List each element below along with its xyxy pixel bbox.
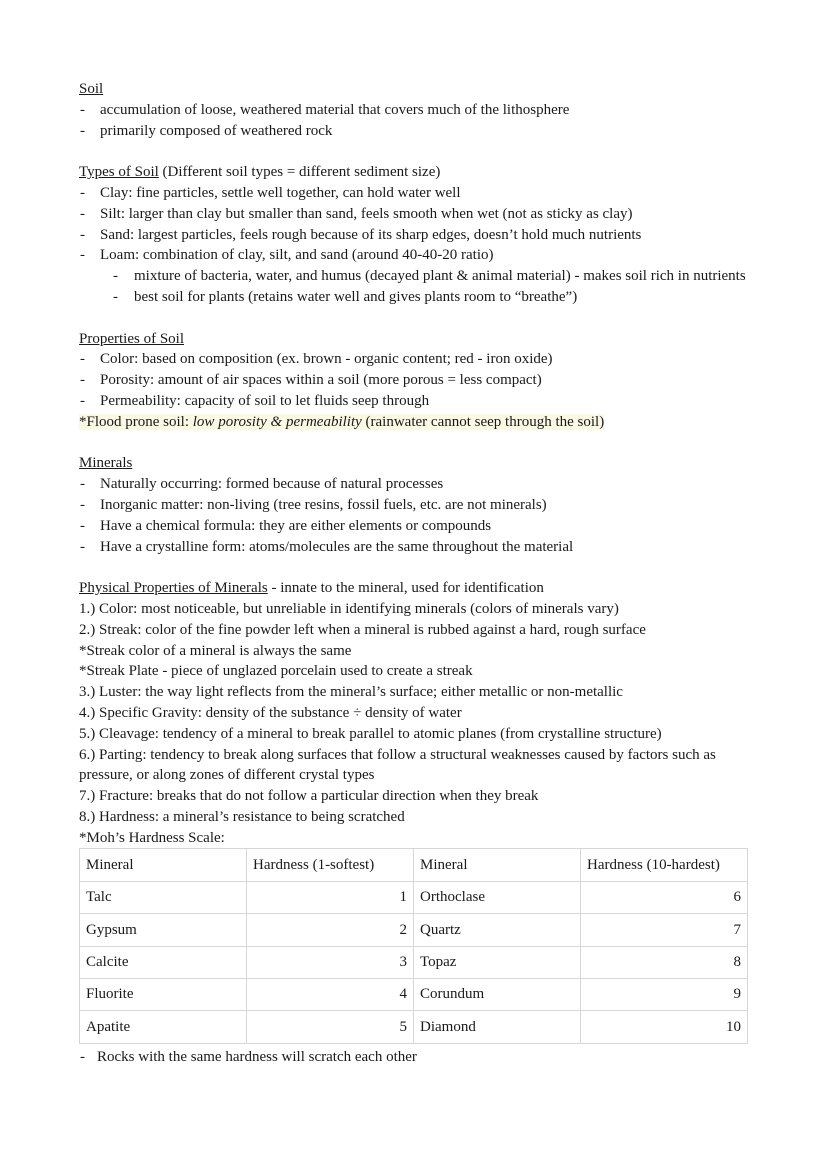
mohs-hardness-table <box>79 848 748 1043</box>
types-bullet: - Silt: larger than clay but smaller than sand, feels smooth when wet (not as sticky as clay) <box>79 204 759 225</box>
physical-line: *Moh’s Hardness Scale: <box>79 829 225 846</box>
table-cell: 10 <box>581 1011 748 1043</box>
table-header-cell: Hardness (10-hardest) <box>581 849 748 881</box>
document-page <box>79 79 759 1068</box>
table-cell: 1 <box>247 881 414 913</box>
table-cell: Talc <box>80 881 247 913</box>
flood-note-suffix: (rainwater cannot seep through the soil) <box>361 413 605 430</box>
properties-bullet: - Color: based on composition (ex. brown - organic content; red - iron oxide) <box>79 349 759 370</box>
physical-line: *Streak color of a mineral is always the same <box>79 642 352 659</box>
table-row <box>80 914 748 946</box>
section-physical-properties <box>79 578 759 848</box>
types-sub-bullet: - best soil for plants (retains water well and gives plants room to “breathe”) <box>79 287 759 308</box>
section-types-of-soil <box>79 162 759 308</box>
soil-bullet: - primarily composed of weathered rock <box>79 121 759 142</box>
physical-line: *Streak Plate - piece of unglazed porcelain used to create a streak <box>79 663 473 680</box>
properties-bullet: - Permeability: capacity of soil to let fluids seep through <box>79 391 759 412</box>
table-cell: Fluorite <box>80 979 247 1011</box>
physical-line: 6.) Parting: tendency to break along surfaces that follow a structural weaknesses caused by factors such as pressure, or along zones of different crystal types <box>79 746 716 784</box>
flood-note-prefix: *Flood prone soil: <box>79 413 193 430</box>
table-cell: Apatite <box>80 1011 247 1043</box>
minerals-bullet: - Have a chemical formula: they are either elements or compounds <box>79 516 759 537</box>
table-header-cell: Mineral <box>414 849 581 881</box>
physical-line: 8.) Hardness: a mineral’s resistance to being scratched <box>79 808 405 825</box>
physical-line: 2.) Streak: color of the fine powder left when a mineral is rubbed against a hard, rough surface <box>79 621 646 638</box>
types-heading-rest: (Different soil types = different sediment size) <box>158 164 441 181</box>
flood-note-italic: low porosity & permeability <box>192 413 362 430</box>
table-cell: Diamond <box>414 1011 581 1043</box>
physical-line: 3.) Luster: the way light reflects from the mineral’s surface; either metallic or non-metallic <box>79 684 623 701</box>
physical-heading-rest: - innate to the mineral, used for identification <box>267 580 544 597</box>
table-cell: Quartz <box>414 914 581 946</box>
table-cell: Corundum <box>414 979 581 1011</box>
footer-bullet: - Rocks with the same hardness will scratch each other <box>79 1047 759 1068</box>
section-properties-of-soil <box>79 329 759 433</box>
table-cell: Gypsum <box>80 914 247 946</box>
table-header-cell: Hardness (1-softest) <box>247 849 414 881</box>
physical-line: 5.) Cleavage: tendency of a mineral to break parallel to atomic planes (from crystalline structure) <box>79 725 662 742</box>
section-soil <box>79 79 759 141</box>
table-row <box>80 946 748 978</box>
physical-line: 4.) Specific Gravity: density of the substance ÷ density of water <box>79 704 462 721</box>
table-row <box>80 1011 748 1043</box>
table-header-row <box>80 849 748 881</box>
table-cell: Orthoclase <box>414 881 581 913</box>
minerals-bullet: - Naturally occurring: formed because of natural processes <box>79 474 759 495</box>
table-cell: Topaz <box>414 946 581 978</box>
table-header-cell: Mineral <box>80 849 247 881</box>
table-cell: 2 <box>247 914 414 946</box>
types-bullet: - Clay: fine particles, settle well together, can hold water well <box>79 183 759 204</box>
table-cell: 4 <box>247 979 414 1011</box>
soil-heading: Soil <box>79 81 104 97</box>
physical-heading-line <box>79 578 759 599</box>
properties-heading: Properties of Soil <box>79 330 184 347</box>
section-minerals <box>79 453 759 557</box>
properties-bullet: - Porosity: amount of air spaces within a soil (more porous = less compact) <box>79 370 759 391</box>
table-cell: Calcite <box>80 946 247 978</box>
table-cell: 8 <box>581 946 748 978</box>
physical-line: 7.) Fracture: breaks that do not follow a particular direction when they break <box>79 788 539 805</box>
types-sub-bullet: - mixture of bacteria, water, and humus (decayed plant & animal material) - makes soil rich in nutrients <box>79 266 759 287</box>
minerals-bullet: - Inorganic matter: non-living (tree resins, fossil fuels, etc. are not minerals) <box>79 495 759 516</box>
physical-heading: Physical Properties of Minerals <box>79 580 268 597</box>
table-cell: 6 <box>581 881 748 913</box>
table-cell: 3 <box>247 946 414 978</box>
table-cell: 5 <box>247 1011 414 1043</box>
types-bullet: - Sand: largest particles, feels rough because of its sharp edges, doesn’t hold much nutrients <box>79 225 759 246</box>
physical-line: 1.) Color: most noticeable, but unreliable in identifying minerals (colors of minerals vary) <box>79 600 619 617</box>
types-bullet: - Loam: combination of clay, silt, and sand (around 40-40-20 ratio) <box>79 245 759 266</box>
table-row <box>80 979 748 1011</box>
table-row <box>80 881 748 913</box>
types-heading: Types of Soil <box>79 164 159 181</box>
minerals-heading: Minerals <box>79 455 133 472</box>
types-heading-line <box>79 162 759 183</box>
soil-bullet: - accumulation of loose, weathered material that covers much of the lithosphere <box>79 100 759 121</box>
minerals-bullet: - Have a crystalline form: atoms/molecules are the same throughout the material <box>79 537 759 558</box>
flood-prone-note <box>79 412 759 433</box>
table-cell: 7 <box>581 914 748 946</box>
table-cell: 9 <box>581 979 748 1011</box>
